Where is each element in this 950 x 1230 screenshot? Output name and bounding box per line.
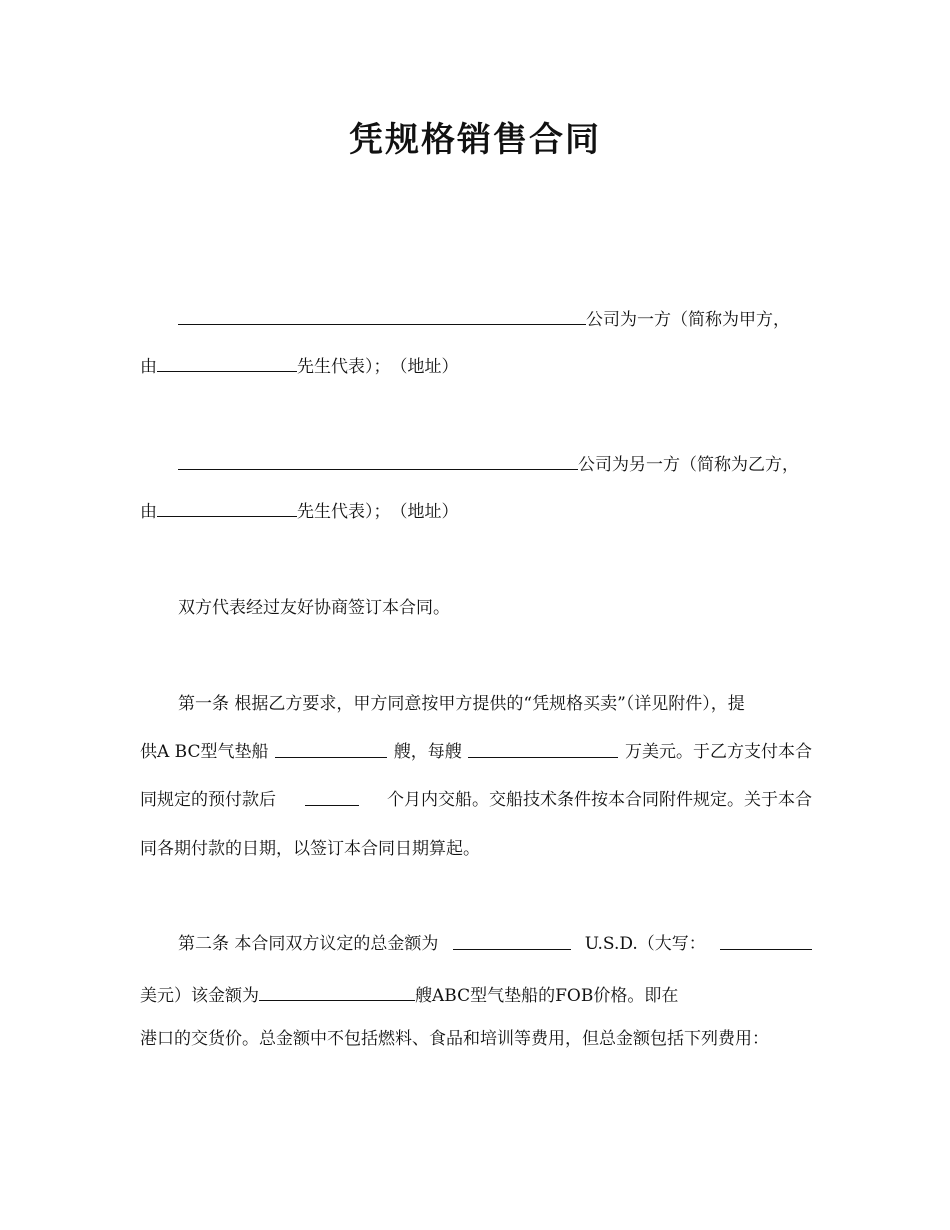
party-b-line-1-text: 公司为另一方（简称为乙方， bbox=[578, 455, 799, 475]
intro-paragraph: 双方代表经过友好协商签订本合同。 bbox=[178, 598, 450, 618]
amount-in-words-blank[interactable] bbox=[720, 933, 812, 950]
article-2-line-1-text-a: 第二条 本合同双方议定的总金额为 bbox=[178, 934, 439, 954]
article-1-line-2-text-a: 供A BC型气垫船 bbox=[140, 742, 269, 762]
article-2-line-1-text-b: U.S.D.（大写： bbox=[584, 934, 706, 954]
party-a-line-2-text: 先生代表）； （地址） bbox=[297, 357, 459, 377]
party-a-line-2 bbox=[140, 355, 812, 378]
document-title: 凭规格销售合同 bbox=[349, 120, 601, 160]
party-b-line-2-text: 先生代表）； （地址） bbox=[297, 502, 459, 522]
party-b-by-label: 由 bbox=[140, 502, 157, 522]
article-1-line-3-text-b: 个月内交船。交船技术条件按本合同附件规定。关于本合 bbox=[387, 790, 812, 810]
article-2-line-2-text-b: 艘ABC型气垫船的FOB价格。即在 bbox=[415, 986, 679, 1006]
party-a-line-1 bbox=[178, 308, 812, 331]
party-b-line-2 bbox=[140, 500, 812, 523]
party-a-line-1-text: 公司为一方（简称为甲方， bbox=[586, 310, 790, 330]
article-1-line-2-text-b: 艘，每艘 bbox=[393, 742, 462, 762]
article-1-line-2 bbox=[140, 741, 812, 763]
party-b-line-1 bbox=[178, 453, 812, 476]
total-amount-blank[interactable] bbox=[453, 933, 571, 950]
vessel-count-blank[interactable] bbox=[259, 984, 415, 1001]
article-2-line-2 bbox=[140, 984, 812, 1007]
article-1-line-2-text-c: 万美元。于乙方支付本合 bbox=[625, 742, 812, 762]
article-1-line-4: 同各期付款的日期，以签订本合同日期算起。 bbox=[140, 839, 480, 859]
article-1-line-3 bbox=[140, 789, 812, 811]
article-1-line-3-text-a: 同规定的预付款后 bbox=[140, 790, 276, 810]
party-a-company-blank[interactable] bbox=[178, 308, 586, 325]
party-a-representative-blank[interactable] bbox=[157, 355, 297, 372]
party-b-representative-blank[interactable] bbox=[157, 500, 297, 517]
delivery-months-blank[interactable] bbox=[305, 789, 359, 806]
unit-price-blank[interactable] bbox=[468, 741, 618, 758]
quantity-blank[interactable] bbox=[275, 741, 387, 758]
article-2-line-3: 港口的交货价。总金额中不包括燃料、食品和培训等费用，但总金额包括下列费用： bbox=[140, 1029, 769, 1049]
party-a-by-label: 由 bbox=[140, 357, 157, 377]
article-2-line-1 bbox=[178, 933, 812, 955]
article-2-line-2-text-a: 美元）该金额为 bbox=[140, 986, 259, 1006]
article-1-line-1: 第一条 根据乙方要求，甲方同意按甲方提供的“凭规格买卖”（详见附件），提 bbox=[178, 694, 745, 714]
party-b-company-blank[interactable] bbox=[178, 453, 578, 470]
